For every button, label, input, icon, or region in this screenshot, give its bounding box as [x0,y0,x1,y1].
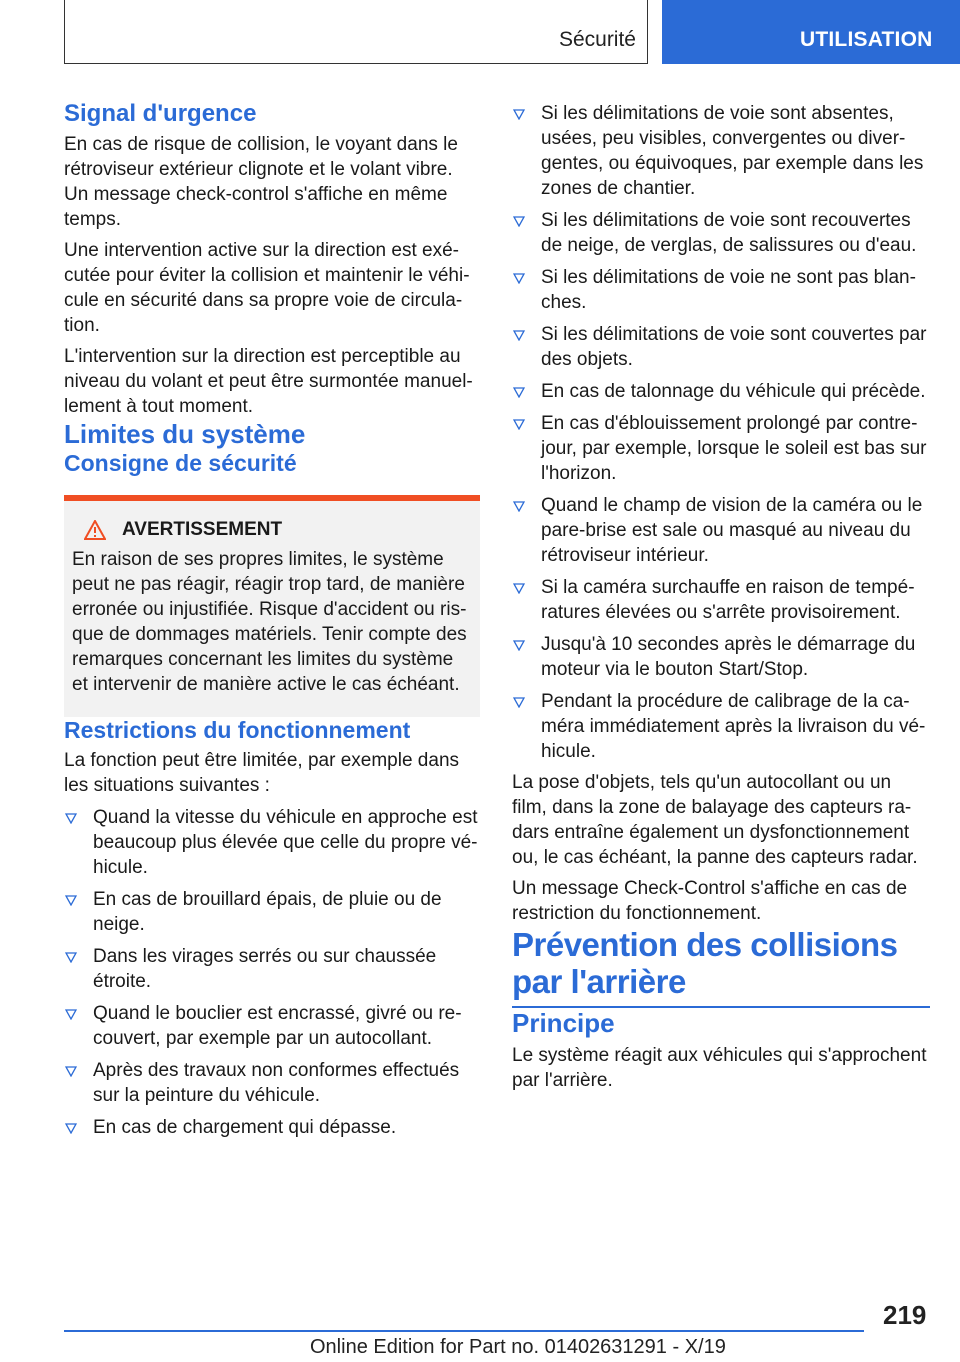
restrictions-heading: Restrictions du fonctionnement [64,717,411,743]
page-number: 219 [883,1300,927,1330]
triangle-bullet-icon [513,697,525,708]
triangle-bullet-icon [65,1009,77,1020]
triangle-bullet-icon [513,419,525,430]
list-item: Après des travaux non conformes effectués sur la peinture du véhicule. [64,1058,480,1108]
header-chapter-label: UTILISATION [800,28,933,51]
signal-paragraph-2: Une intervention active sur la direction est exé-cutée pour éviter la collision et maintenir le véhi-cule en sécurité dans sa propre voie de circula-tion. [64,240,470,336]
triangle-bullet-icon [65,1123,77,1134]
triangle-bullet-icon [513,387,525,398]
prevention-heading: Prévention des collisions par l'arrière [512,926,898,1000]
list-item: En cas d'éblouissement prolongé par contre-jour, par exemple, lorsque le soleil est bas sur l'horizon. [512,411,930,486]
list-item: En cas de brouillard épais, de pluie ou de neige. [64,887,480,937]
list-item: Jusqu'à 10 secondes après le démarrage du moteur via le bouton Start/Stop. [512,632,930,682]
left-column [64,100,480,1140]
triangle-bullet-icon [513,273,525,284]
principle-heading: Principe [512,1008,615,1038]
triangle-bullet-icon [513,330,525,341]
list-item: Si les délimitations de voie sont absentes, usées, peu visibles, convergentes ou diver-gentes, ou équivoques, par exemple dans les zones de chantier. [512,101,930,201]
triangle-bullet-icon [513,501,525,512]
warning-triangle-icon [84,520,106,540]
triangle-bullet-icon [513,216,525,227]
warning-text: En raison de ses propres limites, le système peut ne pas réagir, réagir trop tard, de manière erronée ou injustifiée. Risque d'accident ou ris-que de dommages matériels. Tenir compte des remarques concernant les limites du système et intervenir de manière active le cas échéant. [72,549,467,695]
list-item: Quand la vitesse du véhicule en approche est beaucoup plus élevée que celle du propre vé-hicule. [64,805,480,880]
list-item: Si les délimitations de voie sont recouvertes de neige, de verglas, de salissures ou d'eau. [512,208,930,258]
warning-title-label: AVERTISSEMENT [122,519,283,540]
signal-heading: Signal d'urgence [64,100,257,127]
warning-title [72,519,472,541]
restrictions-list-continued [512,101,930,764]
triangle-bullet-icon [513,640,525,651]
limits-heading: Limites du système [64,419,306,449]
list-item: Quand le bouclier est encrassé, givré ou re-couvert, par exemple par un autocollant. [64,1001,480,1051]
list-item: En cas de chargement qui dépasse. [64,1115,480,1140]
triangle-bullet-icon [65,895,77,906]
list-item: Dans les virages serrés ou sur chaussée étroite. [64,944,480,994]
list-item: Si les délimitations de voie sont couvertes par des objets. [512,322,930,372]
check-control-paragraph: Un message Check-Control s'affiche en cas de restriction du fonctionnement. [512,878,908,924]
list-item: Si les délimitations de voie ne sont pas blan-ches. [512,265,930,315]
list-item: Pendant la procédure de calibrage de la ca-méra immédiatement après la livraison du vé-hicule. [512,689,930,764]
radar-paragraph: La pose d'objets, tels qu'un autocollant ou un film, dans la zone de balayage des capteurs ra-dars entraîne également un dysfonctionnement ou, le cas échéant, la panne des capteurs radar. [512,772,918,868]
list-item: Quand le champ de vision de la caméra ou le pare-brise est sale ou masqué au niveau du rétroviseur intérieur. [512,493,930,568]
signal-paragraph-3: L'intervention sur la direction est perceptible au niveau du volant et peut être surmontée manuel-lement à tout moment. [64,346,473,417]
triangle-bullet-icon [513,109,525,120]
right-column [512,100,930,1093]
triangle-bullet-icon [65,813,77,824]
restrictions-list [64,805,480,1140]
header-chapter-tab [662,0,960,64]
list-item: En cas de talonnage du véhicule qui précède. [512,379,930,404]
footer-divider [64,1330,864,1332]
triangle-bullet-icon [65,1066,77,1077]
warning-box [64,495,480,717]
principle-text: Le système réagit aux véhicules qui s'approchent par l'arrière. [512,1045,927,1091]
signal-paragraph-1: En cas de risque de collision, le voyant dans le rétroviseur extérieur clignote et le volant vibre. Un message check-control s'affiche en même temps. [64,134,458,230]
footer-edition: Online Edition for Part no. 01402631291 - X/19 [310,1336,726,1358]
restrictions-intro: La fonction peut être limitée, par exemple dans les situations suivantes : [64,750,460,796]
triangle-bullet-icon [513,583,525,594]
list-item: Si la caméra surchauffe en raison de tempé-ratures élevées ou s'arrête provisoirement. [512,575,930,625]
triangle-bullet-icon [65,952,77,963]
header-section-title: Sécurité [558,28,636,51]
safety-heading: Consigne de sécurité [64,450,297,476]
